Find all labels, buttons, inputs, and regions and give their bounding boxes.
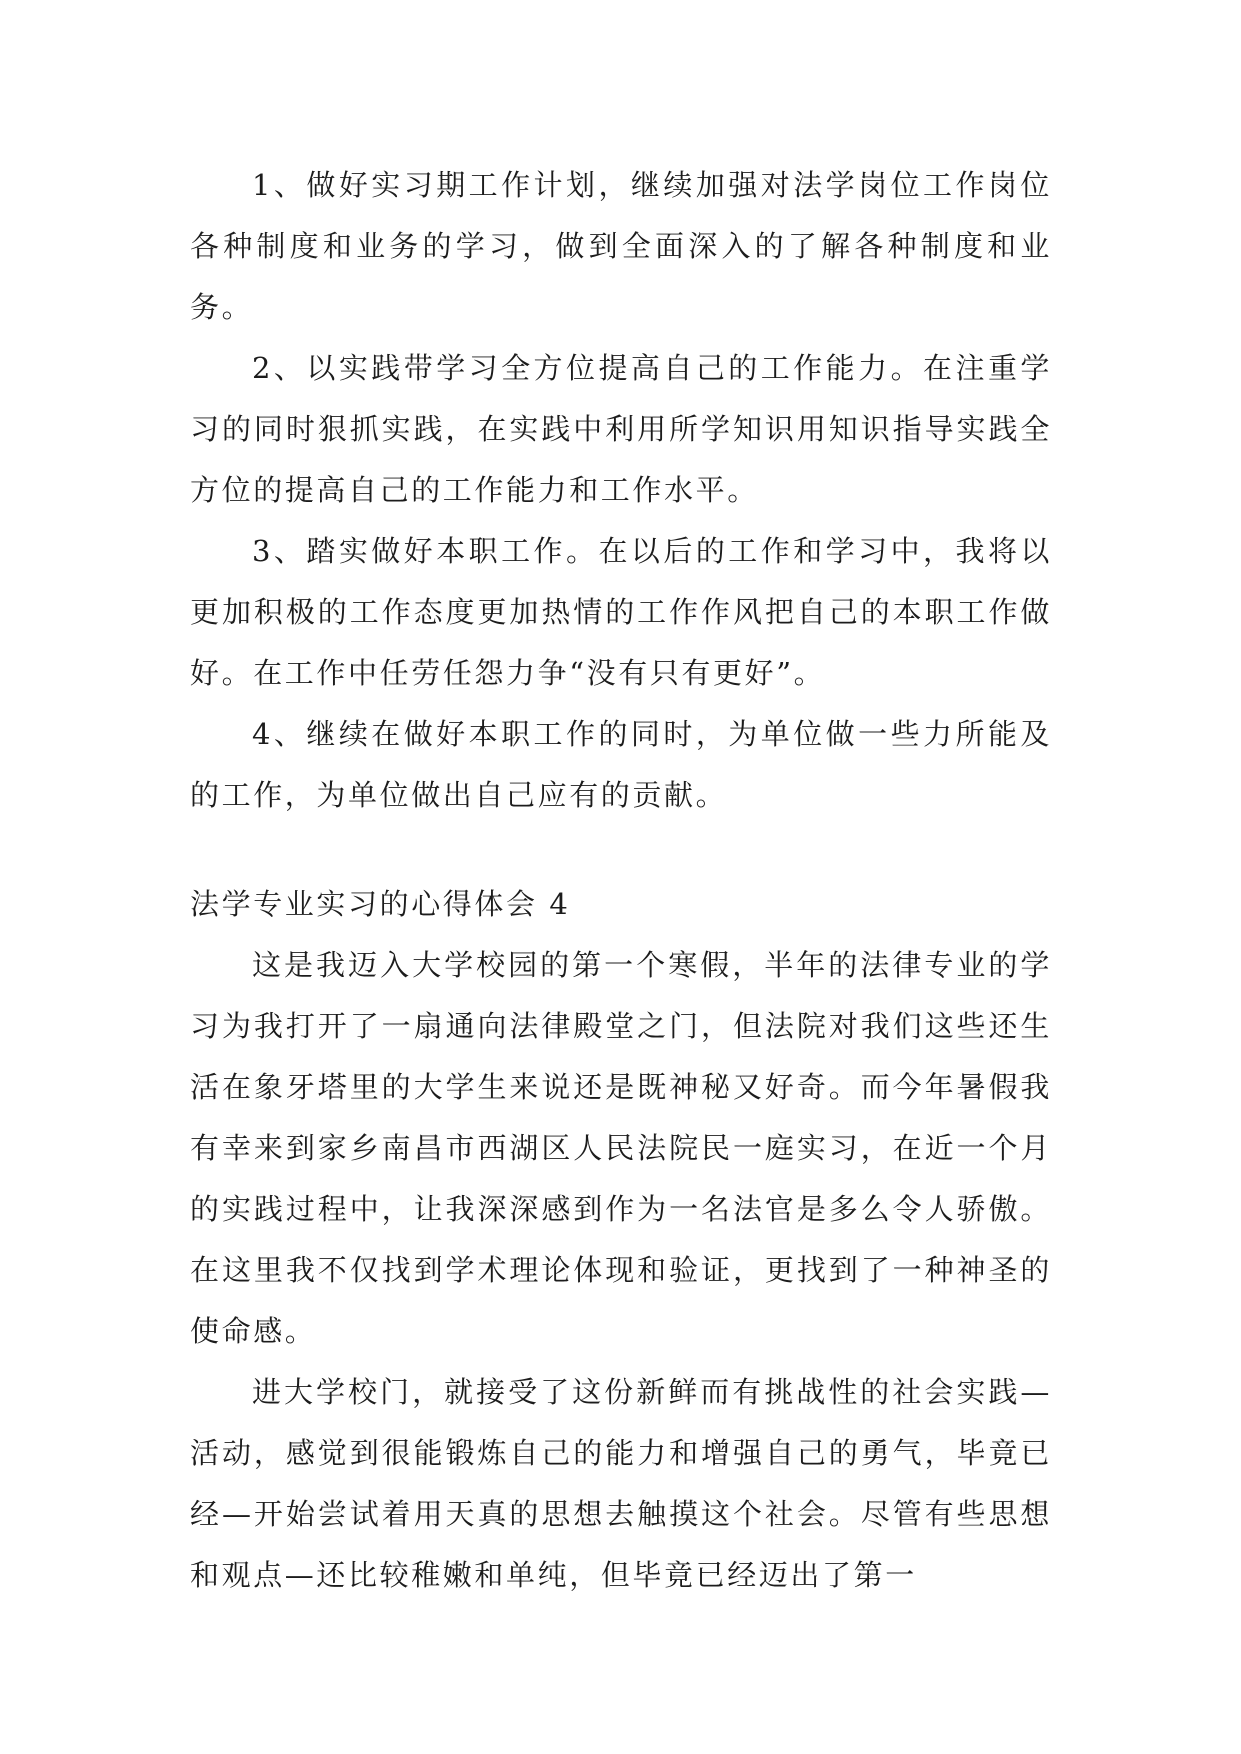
- section-heading: 法学专业实习的心得体会 4: [190, 887, 571, 921]
- body-paragraph: 这是我迈入大学校园的第一个寒假，半年的法律专业的学习为我打开了一扇通向法律殿堂之门，但法院对我们这些还生活在象牙塔里的大学生来说还是既神秘又好奇。而今年暑假我有幸来到家乡南昌市西湖区人民法院民一庭实习，在近一个月的实践过程中，让我深深感到作为一名法官是多么令人骄傲。在这里我不仅找到学术理论体现和验证，更找到了一种神圣的使命感。: [190, 948, 1052, 1348]
- page-body: [190, 155, 1052, 1606]
- list-item: 2、以实践带学习全方位提高自己的工作能力。在注重学习的同时狠抓实践，在实践中利用所学知识用知识指导实践全方位的提高自己的工作能力和工作水平。: [190, 351, 1052, 507]
- list-item: 4、继续在做好本职工作的同时，为单位做一些力所能及的工作，为单位做出自己应有的贡献。: [190, 717, 1052, 812]
- body-paragraph: 进大学校门，就接受了这份新鲜而有挑战性的社会实践—活动，感觉到很能锻炼自己的能力和增强自己的勇气，毕竟已经—开始尝试着用天真的思想去触摸这个社会。尽管有些思想和观点—还比较稚嫩和单纯，但毕竟已经迈出了第一: [190, 1375, 1052, 1592]
- list-item: 1、做好实习期工作计划，继续加强对法学岗位工作岗位各种制度和业务的学习，做到全面深入的了解各种制度和业务。: [190, 168, 1052, 324]
- list-item: 3、踏实做好本职工作。在以后的工作和学习中，我将以更加积极的工作态度更加热情的工作作风把自己的本职工作做好。在工作中任劳任怨力争“没有只有更好”。: [190, 534, 1052, 690]
